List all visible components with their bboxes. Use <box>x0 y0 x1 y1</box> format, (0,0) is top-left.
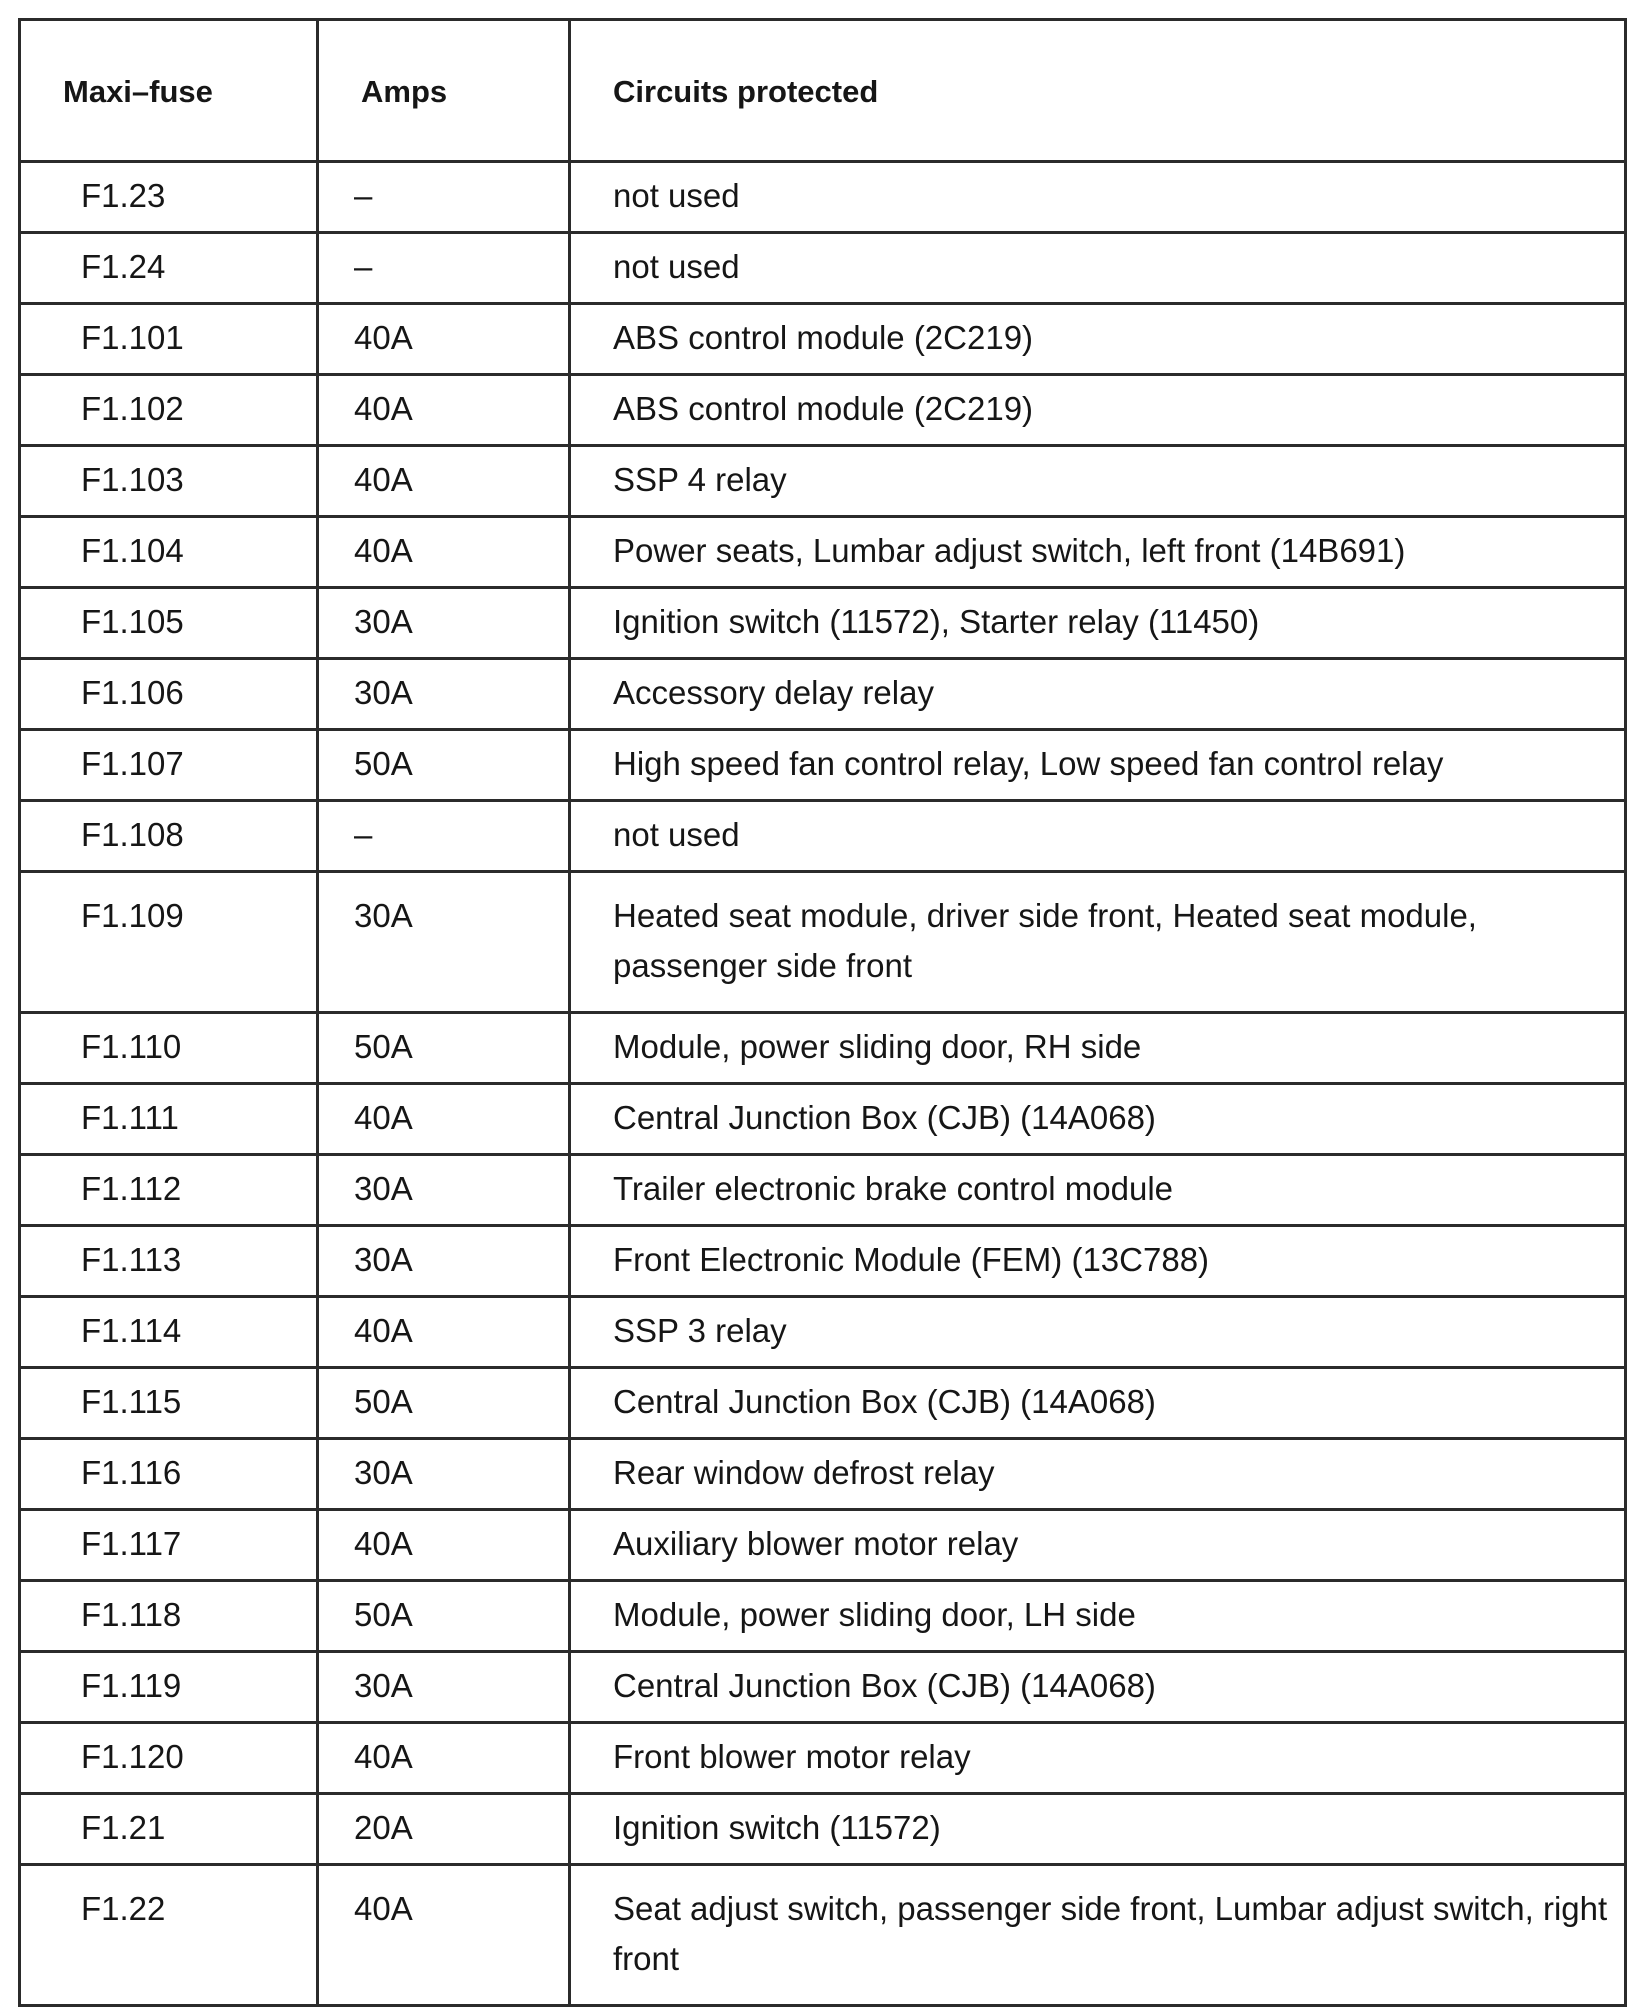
table-row <box>20 1013 1626 1084</box>
amps-cell: 40A <box>318 1510 570 1581</box>
amps-cell: 50A <box>318 1581 570 1652</box>
amps-cell: 20A <box>318 1794 570 1865</box>
table-row <box>20 1510 1626 1581</box>
table-row <box>20 730 1626 801</box>
fuse-cell: F1.115 <box>20 1368 318 1439</box>
fuse-cell: F1.104 <box>20 517 318 588</box>
amps-cell: – <box>318 801 570 872</box>
fuse-cell: F1.102 <box>20 375 318 446</box>
fuse-cell: F1.117 <box>20 1510 318 1581</box>
fuse-cell: F1.106 <box>20 659 318 730</box>
amps-cell: 30A <box>318 1652 570 1723</box>
circuits-cell: Ignition switch (11572), Starter relay (11450) <box>570 588 1626 659</box>
circuits-cell: not used <box>570 162 1626 233</box>
fuse-cell: F1.101 <box>20 304 318 375</box>
fuse-cell: F1.110 <box>20 1013 318 1084</box>
circuits-cell: Central Junction Box (CJB) (14A068) <box>570 1652 1626 1723</box>
table-row <box>20 801 1626 872</box>
fuse-cell: F1.107 <box>20 730 318 801</box>
table-row <box>20 1155 1626 1226</box>
table-row <box>20 446 1626 517</box>
circuits-cell: Central Junction Box (CJB) (14A068) <box>570 1368 1626 1439</box>
fuse-table <box>18 18 1627 2007</box>
fuse-cell: F1.113 <box>20 1226 318 1297</box>
circuits-cell: Module, power sliding door, RH side <box>570 1013 1626 1084</box>
amps-cell: 50A <box>318 1368 570 1439</box>
amps-cell: 30A <box>318 1439 570 1510</box>
circuits-cell: Power seats, Lumbar adjust switch, left front (14B691) <box>570 517 1626 588</box>
circuits-cell: not used <box>570 233 1626 304</box>
fuse-cell: F1.119 <box>20 1652 318 1723</box>
fuse-cell: F1.116 <box>20 1439 318 1510</box>
table-row <box>20 1865 1626 2006</box>
amps-cell: – <box>318 233 570 304</box>
amps-cell: 40A <box>318 517 570 588</box>
table-row <box>20 233 1626 304</box>
amps-cell: 30A <box>318 1155 570 1226</box>
table-row <box>20 588 1626 659</box>
table-row <box>20 517 1626 588</box>
table-row <box>20 1368 1626 1439</box>
amps-cell: 40A <box>318 1084 570 1155</box>
amps-cell: 40A <box>318 1865 570 2006</box>
amps-cell: 40A <box>318 1297 570 1368</box>
table-body <box>20 162 1626 2006</box>
table-row <box>20 872 1626 1013</box>
table-row <box>20 1084 1626 1155</box>
table-row <box>20 162 1626 233</box>
fuse-cell: F1.118 <box>20 1581 318 1652</box>
amps-cell: 30A <box>318 659 570 730</box>
fuse-cell: F1.105 <box>20 588 318 659</box>
circuits-cell: Rear window defrost relay <box>570 1439 1626 1510</box>
circuits-cell: Accessory delay relay <box>570 659 1626 730</box>
circuits-cell: Front Electronic Module (FEM) (13C788) <box>570 1226 1626 1297</box>
amps-cell: 30A <box>318 1226 570 1297</box>
fuse-cell: F1.23 <box>20 162 318 233</box>
fuse-cell: F1.108 <box>20 801 318 872</box>
table-row <box>20 375 1626 446</box>
table-row <box>20 1226 1626 1297</box>
amps-cell: 30A <box>318 872 570 1013</box>
amps-cell: 30A <box>318 588 570 659</box>
circuits-cell: Heated seat module, driver side front, Heated seat module, passenger side front <box>570 872 1626 1013</box>
fuse-cell: F1.22 <box>20 1865 318 2006</box>
fuse-cell: F1.112 <box>20 1155 318 1226</box>
table-row <box>20 1723 1626 1794</box>
circuits-cell: Auxiliary blower motor relay <box>570 1510 1626 1581</box>
circuits-cell: High speed fan control relay, Low speed fan control relay <box>570 730 1626 801</box>
header-maxi-fuse: Maxi–fuse <box>20 20 318 162</box>
fuse-cell: F1.109 <box>20 872 318 1013</box>
header-circuits-protected: Circuits protected <box>570 20 1626 162</box>
circuits-cell: Front blower motor relay <box>570 1723 1626 1794</box>
header-amps: Amps <box>318 20 570 162</box>
fuse-cell: F1.103 <box>20 446 318 517</box>
amps-cell: 50A <box>318 730 570 801</box>
fuse-cell: F1.120 <box>20 1723 318 1794</box>
fuse-cell: F1.114 <box>20 1297 318 1368</box>
circuits-cell: Central Junction Box (CJB) (14A068) <box>570 1084 1626 1155</box>
fuse-cell: F1.21 <box>20 1794 318 1865</box>
table-row <box>20 1439 1626 1510</box>
fuse-cell: F1.24 <box>20 233 318 304</box>
table-row <box>20 1581 1626 1652</box>
circuits-cell: ABS control module (2C219) <box>570 304 1626 375</box>
table-row <box>20 659 1626 730</box>
circuits-cell: not used <box>570 801 1626 872</box>
amps-cell: 40A <box>318 304 570 375</box>
table-row <box>20 304 1626 375</box>
fuse-cell: F1.111 <box>20 1084 318 1155</box>
amps-cell: 50A <box>318 1013 570 1084</box>
amps-cell: 40A <box>318 1723 570 1794</box>
table-row <box>20 1794 1626 1865</box>
table-row <box>20 1652 1626 1723</box>
circuits-cell: Trailer electronic brake control module <box>570 1155 1626 1226</box>
header-row <box>20 20 1626 162</box>
table-row <box>20 1297 1626 1368</box>
circuits-cell: SSP 3 relay <box>570 1297 1626 1368</box>
circuits-cell: Ignition switch (11572) <box>570 1794 1626 1865</box>
circuits-cell: ABS control module (2C219) <box>570 375 1626 446</box>
amps-cell: 40A <box>318 375 570 446</box>
circuits-cell: Seat adjust switch, passenger side front, Lumbar adjust switch, right front <box>570 1865 1626 2006</box>
circuits-cell: Module, power sliding door, LH side <box>570 1581 1626 1652</box>
amps-cell: 40A <box>318 446 570 517</box>
circuits-cell: SSP 4 relay <box>570 446 1626 517</box>
amps-cell: – <box>318 162 570 233</box>
